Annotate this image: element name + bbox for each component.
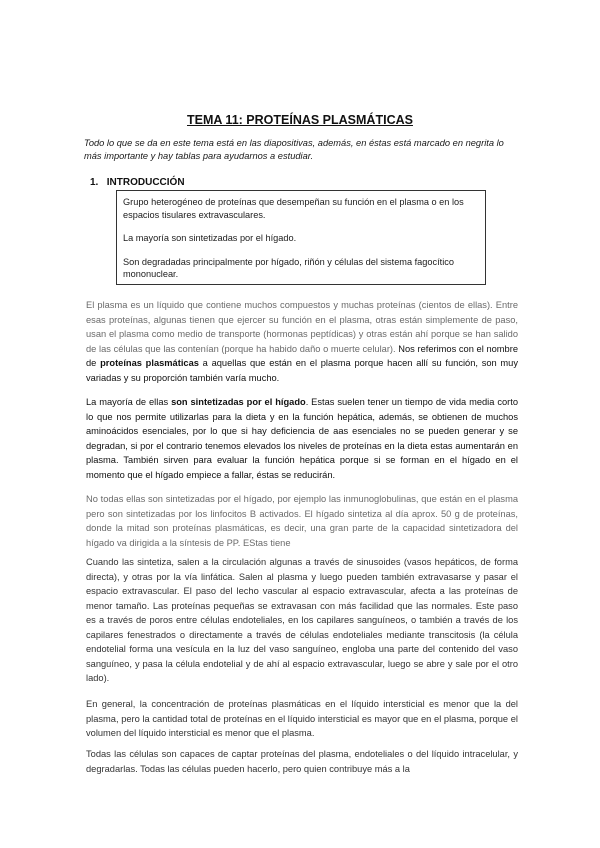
summary-box (116, 190, 486, 285)
paragraph-text: La mayoría de ellas (86, 397, 169, 407)
section-heading (90, 177, 185, 188)
section-number: 1. (90, 177, 99, 188)
bold-term: son sintetizadas por el hígado (171, 397, 306, 407)
summary-line: Son degradadas principalmente por hígado, riñón y células del sistema fagocítico mononuclear. (123, 256, 454, 279)
document-title: TEMA 11: PROTEÍNAS PLASMÁTICAS (187, 113, 413, 127)
section-label: INTRODUCCIÓN (106, 177, 185, 188)
bold-term: proteínas plasmáticas (100, 358, 199, 368)
paragraph-concentracion: En general, la concentración de proteínas plasmáticas en el líquido intersticial es menor que la del plasma, pero la cantidad total de proteínas en el líquido intersticial es mayor que en el plasma, porque el volumen del líquido intersticial es menor que el plasma. (86, 699, 518, 738)
paragraph-sintesis (86, 395, 518, 482)
intro-note: Todo lo que se da en este tema está en las diapositivas, además, en éstas está marcado en negrita lo más importante y hay tablas para ayudarnos a estudiar. (84, 138, 504, 161)
paragraph-inmunoglobulinas: No todas ellas son sintetizadas por el hígado, por ejemplo las inmunoglobulinas, que están en el plasma pero son sintetizadas por los linfocitos B activados. El hígado sintetiza al día aprox. 50 g de proteínas, donde la mitad son proteínas plasmáticas, es decir, una gran parte de la capacidad sintetizadora del hígado va dirigida a la síntesis de PP. EStas tiene (86, 494, 518, 548)
paragraph-text: Nos referimos con el nombre de (86, 343, 518, 368)
summary-line: La mayoría son sintetizadas por el hígado. (123, 233, 297, 243)
paragraph-text: El plasma es un líquido que contiene muchos compuestos y muchas proteínas (cientos de ellas). Entre esas proteínas, algunas tienen que ejercer su función en el plasma, otras están simplemente de paso, usan el plasma como medio de transporte (hormonas peptídicas) y otras están ahí porque se han salido de las células que las contenían (porque ha habido daño o muerte celular). (86, 300, 518, 354)
paragraph-circulacion: Cuando las sintetiza, salen a la circulación algunas a través de sinusoides (vasos hepáticos, de forma directa), y otras por la vía linfática. Salen al plasma y luego pueden también extravasarse y pasar el espacio extravascular. El paso del lecho vascular al espacio extravascular, afecta a las proteínas de menor tamaño. Las proteínas pequeñas se extravasan con más facilidad que las normales. Este paso es a través de poros entre células endoteliales, en los capilares sanguíneos, o también a través de los capilares fenestrados o directamente a través de células endoteliales mediante transcitosis (la célula endotelial forma una vesícula en la luz del vaso sanguíneo, engloba una parte del contenido del vaso sanguíneo, y pasa la célula endotelial y de ahí al espacio extravascular, luego se abre y sale por el otro lado). (86, 557, 518, 683)
paragraph-plasma (86, 298, 518, 385)
summary-line: Grupo heterogéneo de proteínas que desempeñan su función en el plasma o en los espacios tisulares extravasculares. (123, 197, 464, 220)
paragraph-text: a aquellas que están en el plasma porque hacen allí su función, son muy variadas y su proporción también varía mucho. (86, 358, 518, 383)
paragraph-text: . Estas suelen tener un tiempo de vida media corto lo que nos permite utilizarlas para la dieta y en la función hepática, además, se obtienen de muchos aminoácidos esenciales, por lo que si hay deficiencia de aas esenciales no se pueden generar y se degradan, si por el contrario tenemos elevados los niveles de proteínas en la dieta estas aumentarán en plasma. También sirven para evaluar la función hepática porque si se forman en el hígado en el momento que el hígado empiece a fallar, éstas se reducirán. (86, 397, 518, 480)
paragraph-degradacion: Todas las células son capaces de captar proteínas del plasma, endoteliales o del líquido intracelular, y degradarlas. Todas las células pueden hacerlo, pero quien contribuye más a la (86, 749, 518, 774)
